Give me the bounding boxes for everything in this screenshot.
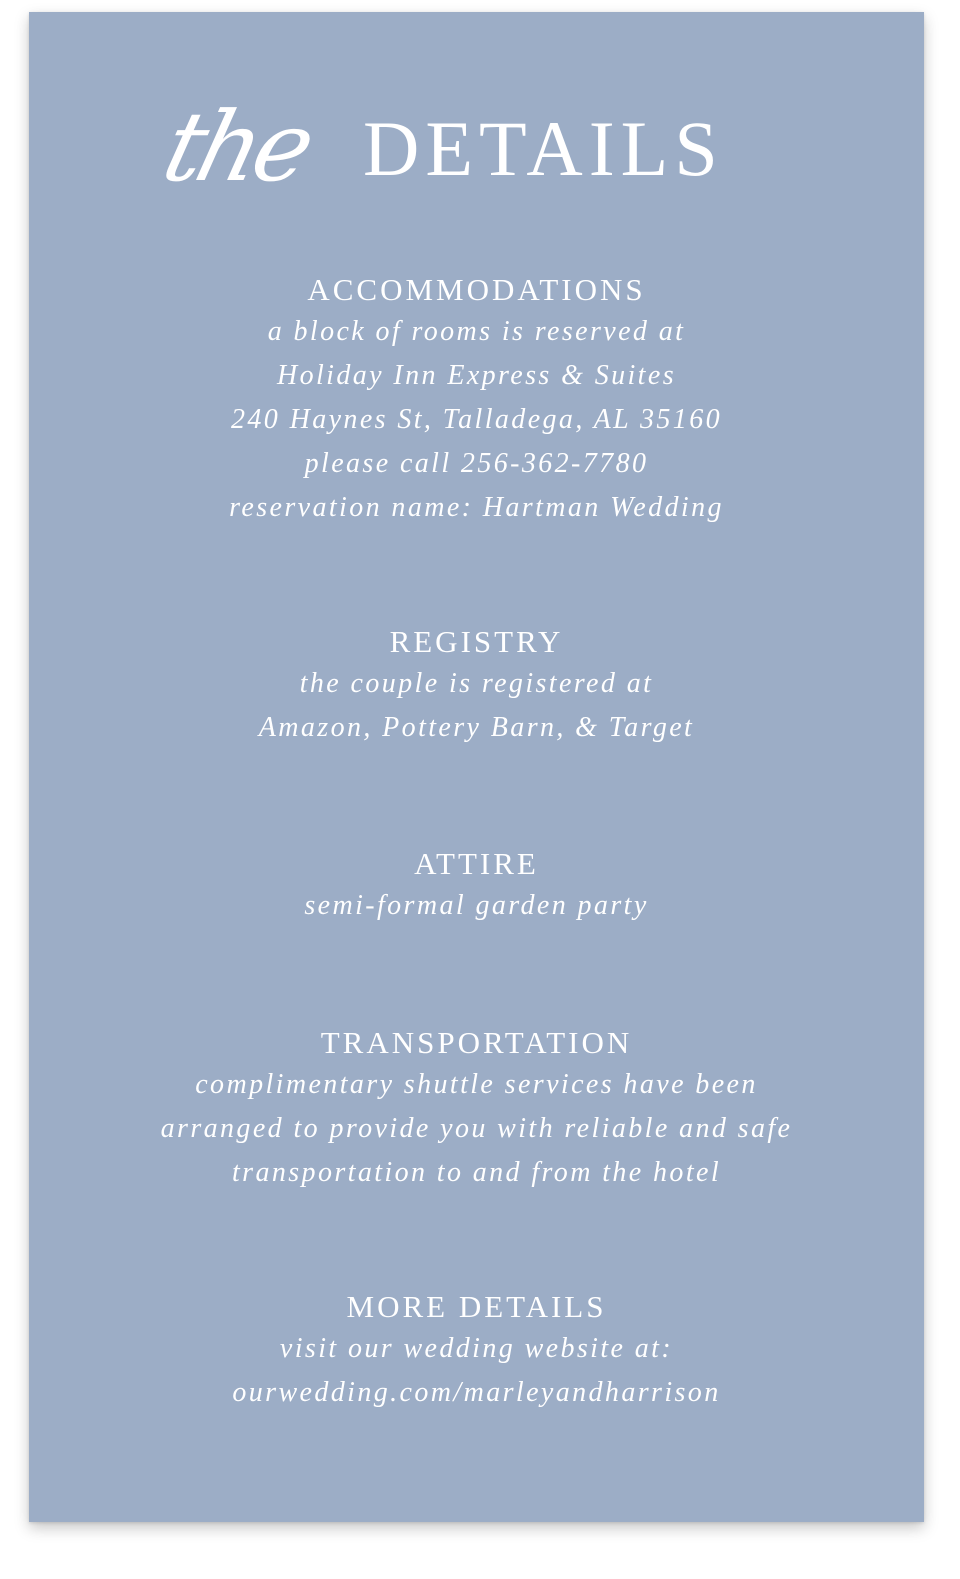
section-transportation [29,1023,924,1195]
accommodations-phone: please call 256-362-7780 [304,448,649,479]
section-attire [29,844,924,928]
registry-line: the couple is registered at [299,668,654,699]
accommodations-heading: ACCOMMODATIONS [307,272,646,307]
section-more-details [29,1287,924,1415]
more-details-heading: MORE DETAILS [346,1289,607,1324]
section-accommodations [29,270,924,530]
attire-description: semi-formal garden party [304,890,649,921]
accommodations-hotel-name: Holiday Inn Express & Suites [276,360,676,391]
transportation-line: arranged to provide you with reliable and safe [160,1113,793,1144]
accommodations-address: 240 Haynes St, Talladega, AL 35160 [230,404,722,435]
card-title [29,87,924,217]
registry-stores: Amazon, Pottery Barn, & Target [258,712,695,743]
transportation-line: complimentary shuttle services have been [195,1069,758,1100]
accommodations-reservation-name: reservation name: Hartman Wedding [229,492,724,523]
registry-heading: REGISTRY [389,624,564,659]
title-details: DETAILS [363,105,724,192]
transportation-line: transportation to and from the hotel [231,1157,722,1188]
accommodations-line: a block of rooms is reserved at [267,316,686,347]
attire-heading: ATTIRE [414,846,539,881]
title-script-the: the [153,91,321,203]
details-card [29,12,924,1522]
wedding-website-url: ourwedding.com/marleyandharrison [232,1377,721,1408]
transportation-heading: TRANSPORTATION [320,1025,633,1060]
section-registry [29,622,924,750]
more-details-line: visit our wedding website at: [279,1333,674,1364]
